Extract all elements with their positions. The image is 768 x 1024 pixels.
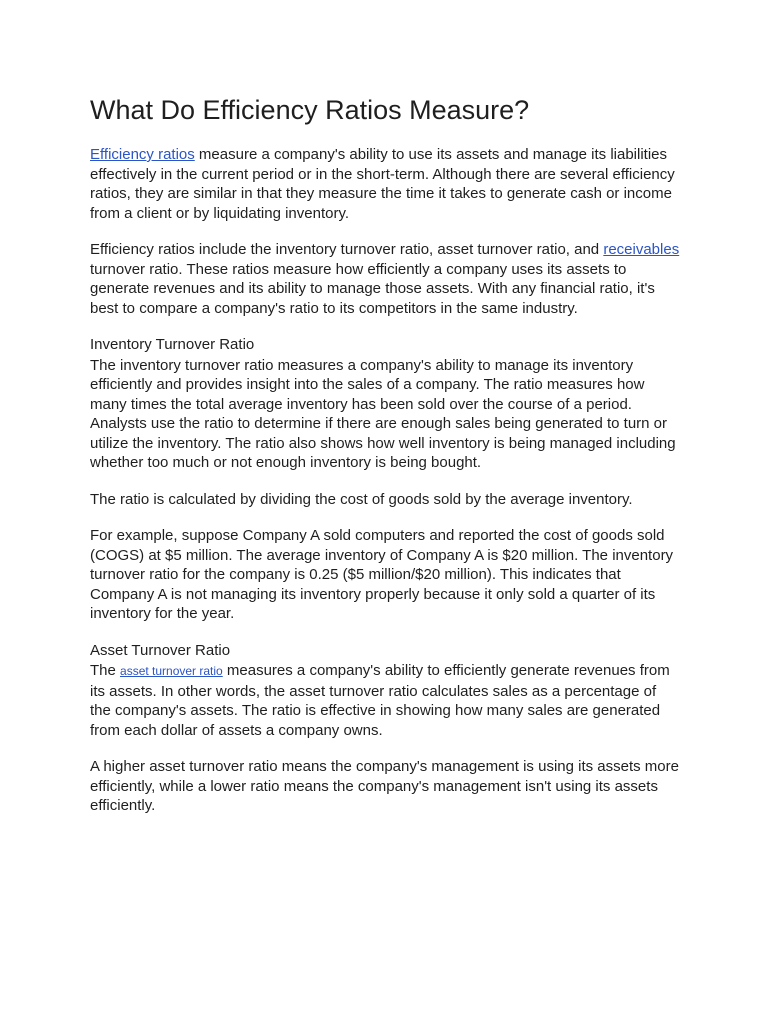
ratios-overview-paragraph (90, 240, 680, 318)
asset-turnover-ratio-link[interactable]: asset turnover ratio (120, 664, 223, 678)
inventory-example-paragraph: For example, suppose Company A sold computers and reported the cost of goods sold (COGS) at $5 million. The average inventory of Company A is $20 million. The inventory turnover ratio for the company is 0.25 ($5 million/$20 million). This indicates that Company A is not managing its inventory properly because it only sold a quarter of its inventory for the year. (90, 527, 674, 622)
inventory-turnover-heading: Inventory Turnover Ratio (90, 336, 255, 353)
document-page (90, 92, 680, 833)
asset-turnover-paragraph (90, 661, 680, 740)
asset-turnover-text-after: measures a company's ability to efficiently generate revenues from its assets. In other words, the asset turnover ratio calculates sales as a percentage of the company's assets. The ratio is effective in showing how many sales are generated from each dollar of assets a company owns. (90, 662, 670, 739)
intro-paragraph-text: measure a company's ability to use its assets and manage its liabilities effectively in the current period or in the short-term. Although there are several efficiency ratios, they are similar in that they measure the time it takes to generate cash or income from a client or by liquidating inventory. (90, 146, 675, 222)
page-title: What Do Efficiency Ratios Measure? (90, 95, 530, 125)
inventory-calculation-paragraph: The ratio is calculated by dividing the cost of goods sold by the average inventory. (90, 490, 633, 508)
ratios-overview-text-before: Efficiency ratios include the inventory turnover ratio, asset turnover ratio, and (90, 241, 604, 258)
asset-turnover-conclusion-paragraph: A higher asset turnover ratio means the company's management is using its assets more efficiently, while a lower ratio means the company's management isn't using its assets efficiently. (90, 758, 679, 814)
asset-turnover-text-before: The (90, 662, 121, 679)
receivables-link[interactable]: receivables (603, 241, 680, 258)
ratios-overview-text-after: turnover ratio. These ratios measure how efficiently a company uses its assets to generate revenues and its ability to manage those assets. With any financial ratio, it's best to compare a company's ratio to its competitors in the same industry. (90, 260, 655, 317)
intro-paragraph (90, 145, 680, 223)
inventory-turnover-paragraph: The inventory turnover ratio measures a company's ability to manage its inventory efficiently and provides insight into the sales of a company. The ratio measures how many times the total average inventory has been sold over the course of a period. Analysts use the ratio to determine if there are enough sales being generated to turn or utilize the inventory. The ratio also shows how well inventory is being managed including whether too much or not enough inventory is being bought. (90, 356, 676, 471)
efficiency-ratios-link[interactable]: Efficiency ratios (90, 146, 195, 163)
asset-turnover-heading: Asset Turnover Ratio (90, 641, 231, 659)
